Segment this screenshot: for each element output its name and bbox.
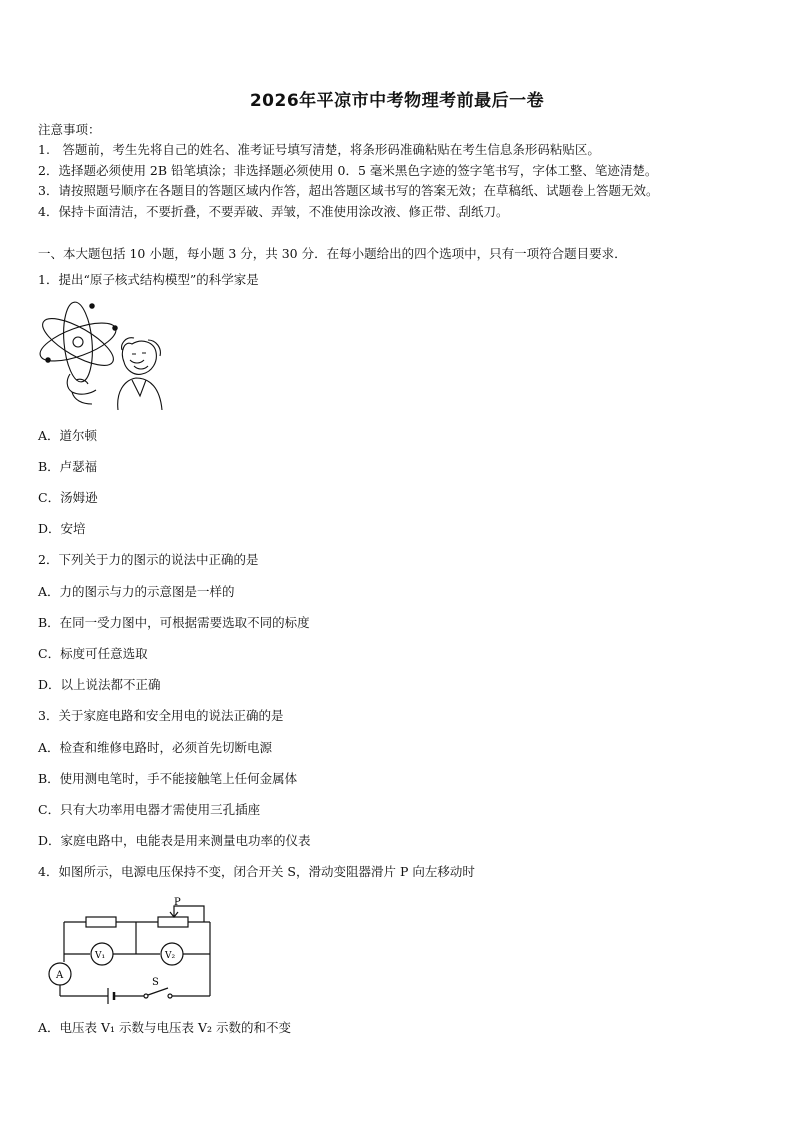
slider-resistor	[158, 917, 188, 927]
option: D．安培	[38, 521, 86, 536]
question-stem: 4．如图所示，电源电压保持不变，闭合开关 S，滑动变阻器滑片 P 向左移动时	[38, 864, 475, 879]
circuit-diagram	[44, 896, 220, 1004]
notice-item: 4．保持卡面清洁，不要折叠，不要弄破、弄皱，不准使用涂改液、修正带、刮纸刀。	[38, 204, 509, 219]
option: C．只有大功率用电器才需使用三孔插座	[38, 802, 261, 817]
option: B．在同一受力图中，可根据需要选取不同的标度	[38, 615, 310, 630]
v2-label: V₂	[165, 951, 176, 961]
page-title: 2026年平凉市中考物理考前最后一卷	[249, 91, 545, 111]
section-heading: 一、本大题包括 10 小题，每小题 3 分，共 30 分．在每小题给出的四个选项中，只有一项符合题目要求．	[38, 246, 627, 261]
switch-label: S	[152, 977, 159, 988]
notice-item: 1. 答题前，考生先将自己的姓名、准考证号填写清楚，将条形码准确粘贴在考生信息条形码粘贴区。	[38, 142, 600, 157]
option: A．检查和维修电路时，必须首先切断电源	[38, 740, 273, 755]
option: D．家庭电路中，电能表是用来测量电功率的仪表	[38, 833, 311, 848]
question-stem: 2．下列关于力的图示的说法中正确的是	[38, 552, 259, 567]
atom-scientist-illustration	[36, 300, 168, 410]
option: B．使用测电笔时，手不能接触笔上任何金属体	[38, 771, 298, 786]
question-stem: 3．关于家庭电路和安全用电的说法正确的是	[38, 708, 284, 723]
v1-label: V₁	[95, 951, 106, 961]
option: A．力的图示与力的示意图是一样的	[38, 584, 235, 599]
option: A．道尔顿	[38, 428, 98, 443]
option: B．卢瑟福	[38, 459, 98, 474]
notice-item: 2．选择题必须使用 2B 铅笔填涂；非选择题必须使用 0．5 毫米黑色字迹的签字笔书写，字体工整、笔迹清楚。	[38, 163, 658, 178]
option: A．电压表 V₁ 示数与电压表 V₂ 示数的和不变	[38, 1020, 291, 1035]
option: C．汤姆逊	[38, 490, 98, 505]
ammeter-label: A	[56, 970, 64, 981]
notice-heading: 注意事项：	[38, 122, 101, 137]
notice-item: 3．请按照题号顺序在各题目的答题区域内作答，超出答题区域书写的答案无效；在草稿纸、试题卷上答题无效。	[38, 183, 659, 198]
fixed-resistor	[86, 917, 116, 927]
slider-label: P	[174, 897, 181, 908]
option: C．标度可任意选取	[38, 646, 148, 661]
option: D．以上说法都不正确	[38, 677, 161, 692]
question-stem: 1．提出“原子核式结构模型”的科学家是	[38, 272, 259, 287]
